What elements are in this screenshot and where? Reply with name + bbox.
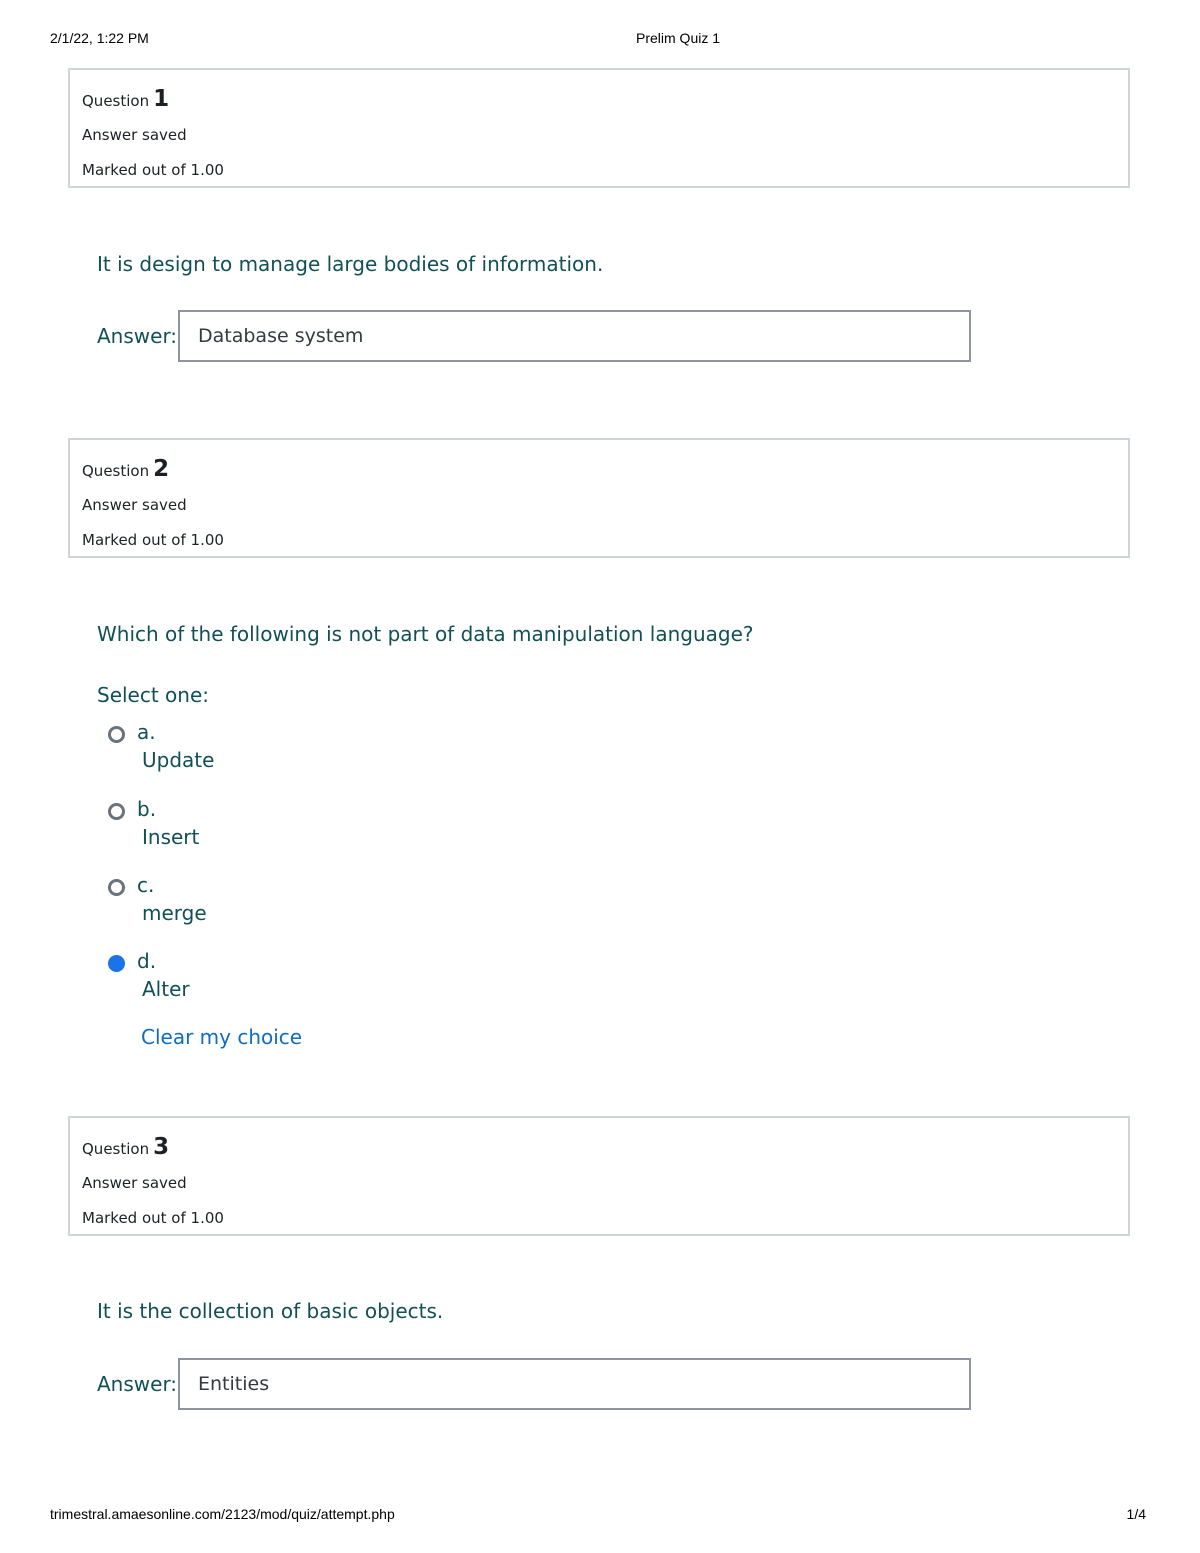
question-label: Question xyxy=(82,92,150,110)
option-letter: b. xyxy=(137,797,157,821)
option-text: merge xyxy=(142,901,207,925)
print-footer xyxy=(0,1506,1200,1526)
question-3-info xyxy=(68,1116,1130,1236)
option-letter: c. xyxy=(137,873,155,897)
radio-c[interactable] xyxy=(108,879,125,896)
question-number-value: 2 xyxy=(153,456,170,482)
print-page-number: 1/4 xyxy=(1126,1506,1146,1522)
option-letter: a. xyxy=(137,720,156,744)
answer-label: Answer: xyxy=(97,324,178,348)
radio-d-selected[interactable] xyxy=(108,955,125,972)
question-1-answer-row xyxy=(97,310,972,362)
option-d[interactable] xyxy=(106,949,506,1009)
question-1-answer-input[interactable] xyxy=(178,310,971,362)
question-number xyxy=(82,1134,169,1160)
radio-a[interactable] xyxy=(108,726,125,743)
question-3-text: It is the collection of basic objects. xyxy=(97,1299,444,1323)
option-c[interactable] xyxy=(106,873,506,933)
question-grade: Marked out of 1.00 xyxy=(82,161,224,179)
question-grade: Marked out of 1.00 xyxy=(82,531,224,549)
question-label: Question xyxy=(82,1140,150,1158)
question-number-value: 1 xyxy=(153,86,170,112)
option-text: Update xyxy=(142,748,215,772)
print-page-title: Prelim Quiz 1 xyxy=(636,30,721,46)
question-number-value: 3 xyxy=(153,1134,170,1160)
print-url: trimestral.amaesonline.com/2123/mod/quiz/attempt.php xyxy=(50,1506,395,1522)
question-state: Answer saved xyxy=(82,1174,187,1192)
option-b[interactable] xyxy=(106,797,506,857)
radio-b[interactable] xyxy=(108,803,125,820)
question-label: Question xyxy=(82,462,150,480)
clear-my-choice-link[interactable]: Clear my choice xyxy=(141,1025,303,1049)
question-grade: Marked out of 1.00 xyxy=(82,1209,224,1227)
question-state: Answer saved xyxy=(82,126,187,144)
question-3-answer-input[interactable] xyxy=(178,1358,971,1410)
select-one-label: Select one: xyxy=(97,683,210,707)
option-a[interactable] xyxy=(106,720,506,780)
question-3-answer-row xyxy=(97,1358,972,1410)
question-number xyxy=(82,86,169,112)
question-2-info xyxy=(68,438,1130,558)
question-1-info xyxy=(68,68,1130,188)
option-letter: d. xyxy=(137,949,157,973)
option-text: Alter xyxy=(142,977,190,1001)
print-datetime: 2/1/22, 1:22 PM xyxy=(50,30,149,46)
print-header xyxy=(0,30,1200,50)
question-state: Answer saved xyxy=(82,496,187,514)
answer-label: Answer: xyxy=(97,1372,178,1396)
option-text: Insert xyxy=(142,825,200,849)
question-number xyxy=(82,456,169,482)
question-1-text: It is design to manage large bodies of information. xyxy=(97,252,604,276)
question-2-text: Which of the following is not part of data manipulation language? xyxy=(97,622,754,646)
